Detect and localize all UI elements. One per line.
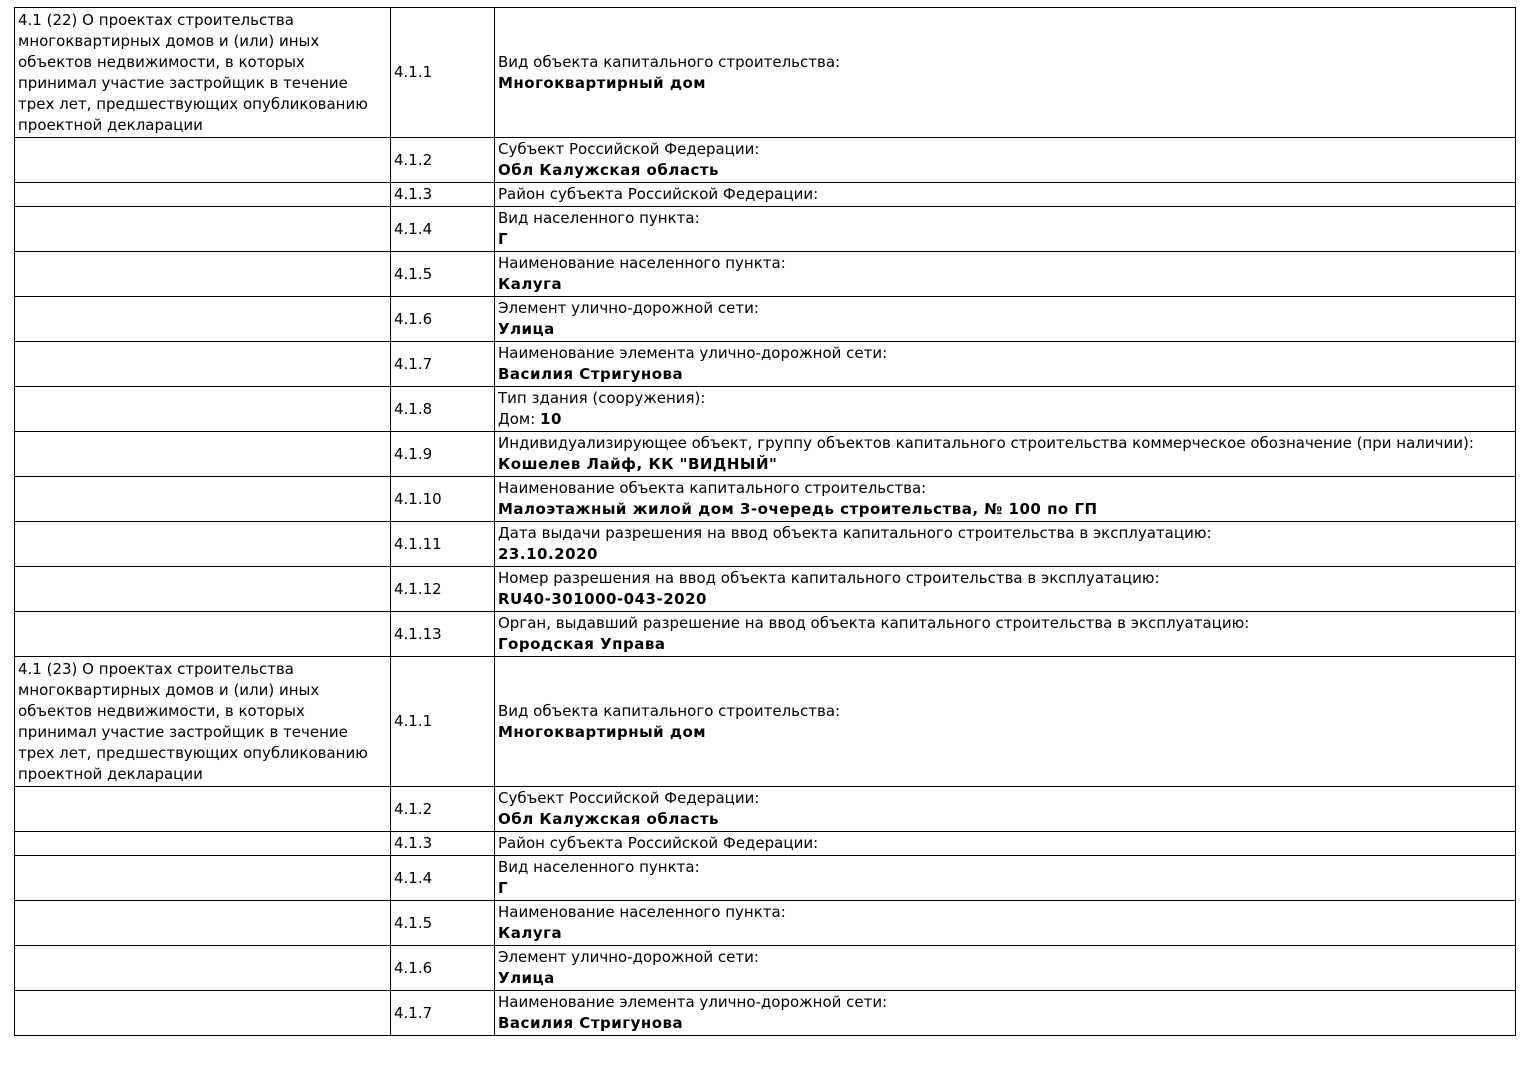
field-cell — [495, 477, 1516, 522]
declaration-table-body — [15, 8, 1516, 1036]
field-cell — [495, 297, 1516, 342]
declaration-table — [14, 7, 1516, 1036]
field-value: Василия Стригунова — [498, 365, 684, 383]
section-description-empty — [15, 946, 391, 991]
field-value: Калуга — [498, 275, 563, 293]
section-description-empty — [15, 612, 391, 657]
section-description-empty — [15, 387, 391, 432]
field-value: 10 — [540, 410, 562, 428]
row-code: 4.1.13 — [391, 612, 495, 657]
table-row — [15, 612, 1516, 657]
table-row — [15, 252, 1516, 297]
table-row — [15, 387, 1516, 432]
table-row — [15, 477, 1516, 522]
field-label: Район субъекта Российской Федерации: — [498, 185, 819, 203]
field-label: Наименование элемента улично-дорожной сети: — [498, 993, 888, 1011]
table-row — [15, 432, 1516, 477]
table-row — [15, 297, 1516, 342]
field-label: Субъект Российской Федерации: — [498, 789, 760, 807]
row-code: 4.1.10 — [391, 477, 495, 522]
section-description-empty — [15, 297, 391, 342]
field-value-line — [498, 229, 1511, 250]
section-description: 4.1 (22) О проектах строительства многоквартирных домов и (или) иных объектов недвижимости, в которых принимал участие застройщик в течение трех лет, предшествующих опубликованию проектной декларации — [15, 8, 391, 138]
section-description-empty — [15, 477, 391, 522]
field-value-line — [498, 319, 1511, 340]
field-value-line — [498, 454, 1511, 475]
field-value-line — [498, 544, 1511, 565]
field-cell — [495, 432, 1516, 477]
field-value: Улица — [498, 969, 555, 987]
field-label: Элемент улично-дорожной сети: — [498, 299, 759, 317]
field-cell — [495, 657, 1516, 787]
field-cell — [495, 183, 1516, 207]
field-cell — [495, 342, 1516, 387]
section-description-empty — [15, 567, 391, 612]
field-value: Городская Управа — [498, 635, 666, 653]
field-cell — [495, 207, 1516, 252]
table-row — [15, 522, 1516, 567]
table-row — [15, 138, 1516, 183]
field-value: Г — [498, 230, 509, 248]
field-label: Тип здания (сооружения): — [498, 389, 706, 407]
section-description-empty — [15, 207, 391, 252]
field-value: 23.10.2020 — [498, 545, 598, 563]
field-value-line — [498, 722, 1511, 743]
section-description-empty — [15, 432, 391, 477]
field-label: Район субъекта Российской Федерации: — [498, 834, 819, 852]
row-code: 4.1.5 — [391, 901, 495, 946]
row-code: 4.1.2 — [391, 787, 495, 832]
section-description-empty — [15, 522, 391, 567]
field-value-line — [498, 499, 1511, 520]
table-row — [15, 567, 1516, 612]
field-cell — [495, 787, 1516, 832]
field-cell — [495, 8, 1516, 138]
field-value-line — [498, 589, 1511, 610]
field-value: Малоэтажный жилой дом 3-очередь строительства, № 100 по ГП — [498, 500, 1098, 518]
field-value: Многоквартирный дом — [498, 722, 707, 741]
field-value: Кошелев Лайф, КК "ВИДНЫЙ" — [498, 455, 778, 473]
section-description-empty — [15, 832, 391, 856]
field-cell — [495, 522, 1516, 567]
section-description-empty — [15, 901, 391, 946]
row-code: 4.1.6 — [391, 946, 495, 991]
field-value-line — [498, 968, 1511, 989]
section-description-empty — [15, 183, 391, 207]
section-description-empty — [15, 138, 391, 183]
row-code: 4.1.6 — [391, 297, 495, 342]
field-label: Дата выдачи разрешения на ввод объекта капитального строительства в эксплуатацию: — [498, 524, 1212, 542]
field-value-line — [498, 73, 1511, 94]
row-code: 4.1.12 — [391, 567, 495, 612]
field-value: Многоквартирный дом — [498, 73, 707, 92]
field-label: Наименование объекта капитального строительства: — [498, 479, 927, 497]
table-row — [15, 991, 1516, 1036]
field-label: Вид населенного пункта: — [498, 209, 700, 227]
row-code: 4.1.1 — [391, 657, 495, 787]
field-value-prefix: Дом: — [498, 410, 541, 428]
field-value-line — [498, 1013, 1511, 1034]
field-cell — [495, 946, 1516, 991]
section-description-empty — [15, 787, 391, 832]
field-label: Индивидуализирующее объект, группу объектов капитального строительства коммерческое обозначение (при наличии): — [498, 434, 1474, 452]
field-label: Элемент улично-дорожной сети: — [498, 948, 759, 966]
section-description-empty — [15, 991, 391, 1036]
field-label: Вид населенного пункта: — [498, 858, 700, 876]
field-value-line — [498, 634, 1511, 655]
table-row — [15, 787, 1516, 832]
field-label: Орган, выдавший разрешение на ввод объекта капитального строительства в эксплуатацию: — [498, 614, 1250, 632]
row-code: 4.1.7 — [391, 342, 495, 387]
table-row — [15, 207, 1516, 252]
field-value-line — [498, 809, 1511, 830]
field-label: Субъект Российской Федерации: — [498, 140, 760, 158]
field-value-line — [498, 274, 1511, 295]
field-value-line — [498, 409, 1511, 430]
section-description-empty — [15, 252, 391, 297]
row-code: 4.1.4 — [391, 856, 495, 901]
field-cell — [495, 856, 1516, 901]
field-label: Вид объекта капитального строительства: — [498, 52, 841, 71]
field-cell — [495, 832, 1516, 856]
field-value: Г — [498, 879, 509, 897]
row-code: 4.1.9 — [391, 432, 495, 477]
table-row — [15, 183, 1516, 207]
field-value: Обл Калужская область — [498, 810, 720, 828]
row-code: 4.1.3 — [391, 832, 495, 856]
table-row — [15, 856, 1516, 901]
row-code: 4.1.11 — [391, 522, 495, 567]
row-code: 4.1.8 — [391, 387, 495, 432]
field-label: Вид объекта капитального строительства: — [498, 701, 841, 720]
table-row — [15, 8, 1516, 138]
field-value: Улица — [498, 320, 555, 338]
field-cell — [495, 567, 1516, 612]
row-code: 4.1.4 — [391, 207, 495, 252]
section-description-empty — [15, 856, 391, 901]
row-code: 4.1.1 — [391, 8, 495, 138]
field-value: Обл Калужская область — [498, 161, 720, 179]
row-code: 4.1.7 — [391, 991, 495, 1036]
field-label: Наименование населенного пункта: — [498, 903, 786, 921]
table-row — [15, 946, 1516, 991]
section-description-empty — [15, 342, 391, 387]
field-label: Наименование элемента улично-дорожной сети: — [498, 344, 888, 362]
field-cell — [495, 138, 1516, 183]
field-value-line — [498, 923, 1511, 944]
table-row — [15, 657, 1516, 787]
field-value: RU40-301000-043-2020 — [498, 590, 707, 608]
table-row — [15, 901, 1516, 946]
field-label: Наименование населенного пункта: — [498, 254, 786, 272]
row-code: 4.1.2 — [391, 138, 495, 183]
section-description: 4.1 (23) О проектах строительства многоквартирных домов и (или) иных объектов недвижимости, в которых принимал участие застройщик в течение трех лет, предшествующих опубликованию проектной декларации — [15, 657, 391, 787]
field-value-line — [498, 878, 1511, 899]
table-row — [15, 342, 1516, 387]
field-cell — [495, 901, 1516, 946]
row-code: 4.1.5 — [391, 252, 495, 297]
field-cell — [495, 612, 1516, 657]
field-value-line — [498, 364, 1511, 385]
row-code: 4.1.3 — [391, 183, 495, 207]
field-cell — [495, 387, 1516, 432]
field-cell — [495, 991, 1516, 1036]
field-value-line — [498, 160, 1511, 181]
field-cell — [495, 252, 1516, 297]
field-value: Калуга — [498, 924, 563, 942]
field-value: Василия Стригунова — [498, 1014, 684, 1032]
field-label: Номер разрешения на ввод объекта капитального строительства в эксплуатацию: — [498, 569, 1160, 587]
table-row — [15, 832, 1516, 856]
